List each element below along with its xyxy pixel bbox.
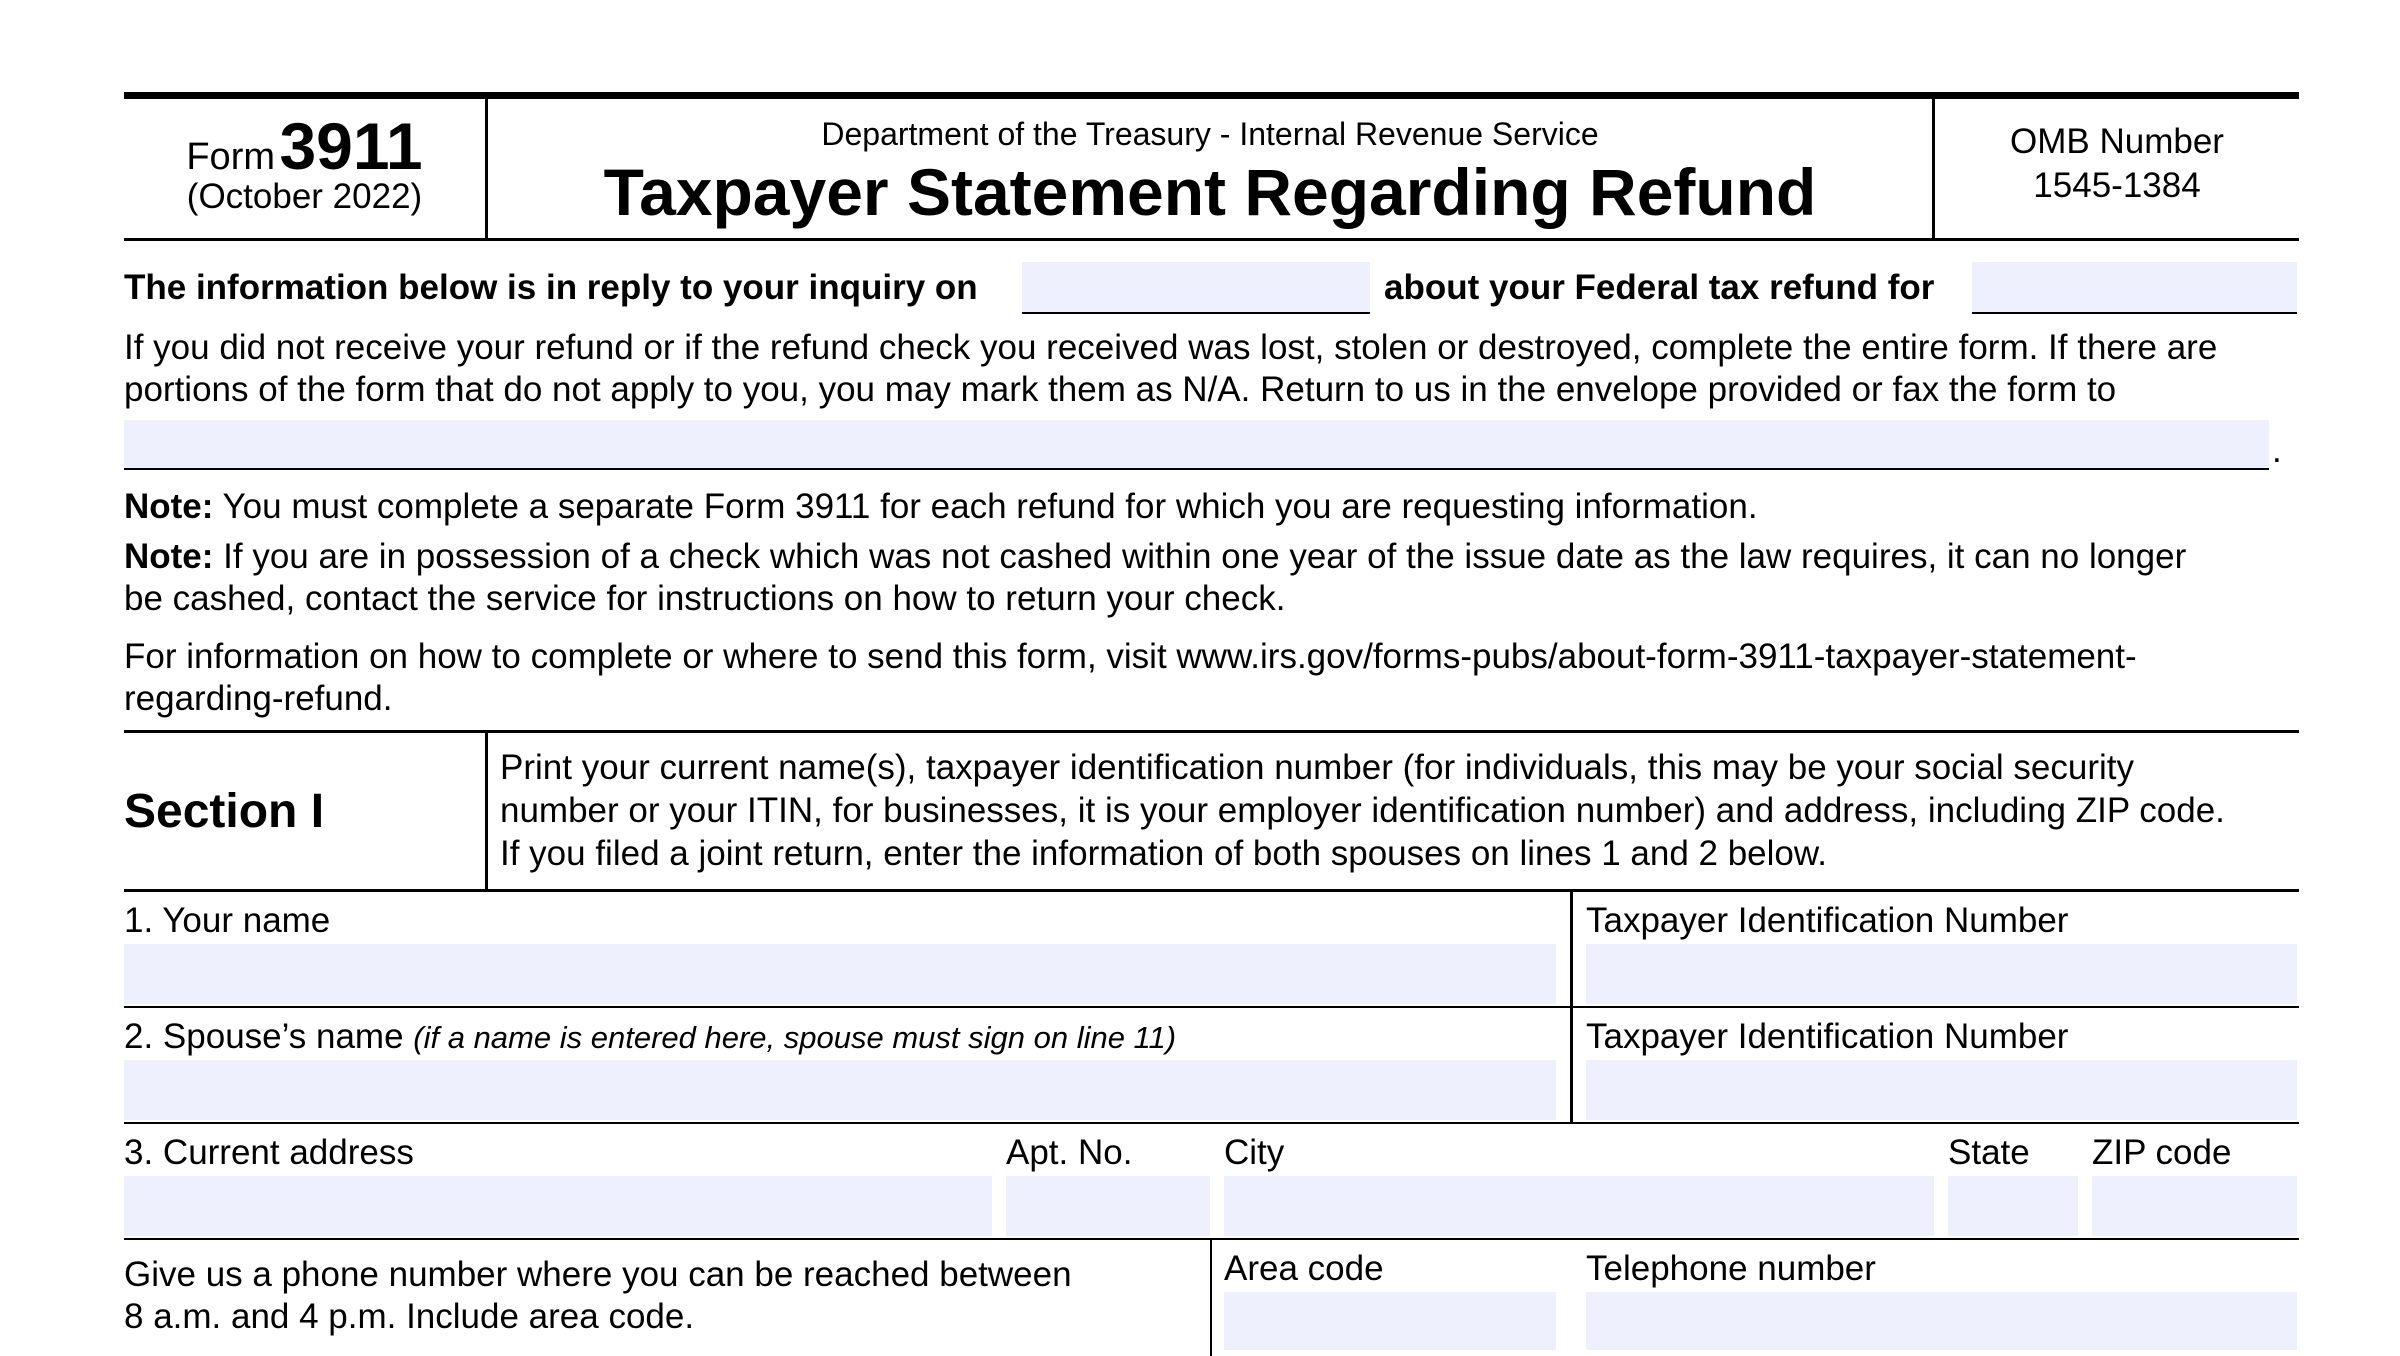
apt-label: Apt. No. (1006, 1133, 1133, 1172)
fax-period: . (2272, 431, 2282, 470)
omb-number: 1545-1384 (2033, 166, 2201, 205)
section-1-title: Section I (124, 785, 325, 838)
city-label: City (1224, 1133, 1285, 1172)
section-1-top-rule (124, 730, 2299, 733)
form-number: 3911 (279, 109, 423, 183)
inquiry-prefix: The information below is in reply to your inquiry on (124, 268, 978, 307)
spouse-name-label-group (124, 1016, 1176, 1059)
row-2-rule (124, 1122, 2299, 1124)
department-line: Department of the Treasury - Internal Revenue Service (821, 116, 1599, 152)
form-word: Form (186, 136, 275, 178)
info-line-2: regarding-refund. (124, 679, 393, 718)
intro-paragraph-line-1: If you did not receive your refund or if the refund check you received was lost, stolen or destroyed, complete the entire form. If there are (124, 328, 2218, 367)
refund-prefix: about your Federal tax refund for (1384, 268, 1935, 307)
apt-input[interactable] (1006, 1176, 1210, 1236)
note-1-text: You must complete a separate Form 3911 for each refund for which you are requesting information. (222, 487, 1758, 526)
section-1-desc-line-1: Print your current name(s), taxpayer identification number (for individuals, this may be your social security (500, 748, 2135, 787)
state-label: State (1948, 1133, 2030, 1172)
phone-instructions-line-2: 8 a.m. and 4 p.m. Include area code. (124, 1297, 695, 1336)
spouse-name-note: (if a name is entered here, spouse must sign on line 11) (413, 1020, 1177, 1055)
note-1 (124, 486, 1758, 528)
telephone-input[interactable] (1586, 1292, 2297, 1350)
address-input[interactable] (124, 1176, 992, 1236)
section-1-bottom-rule (124, 889, 2299, 892)
area-code-input[interactable] (1224, 1292, 1556, 1350)
zip-label: ZIP code (2092, 1133, 2232, 1172)
spouse-name-label: 2. Spouse’s name (124, 1017, 404, 1056)
address-label: 3. Current address (124, 1133, 414, 1172)
form-id (124, 108, 485, 184)
tin-1-input[interactable] (1586, 944, 2297, 1004)
row-1-rule (124, 1006, 2299, 1008)
area-code-label: Area code (1224, 1249, 1384, 1288)
refund-year-field[interactable] (1972, 262, 2297, 314)
your-name-input[interactable] (124, 944, 1556, 1004)
spouse-name-input[interactable] (124, 1060, 1556, 1120)
intro-paragraph-line-2: portions of the form that do not apply to you, you may mark them as N/A. Return to us in the envelope provided or fax the form to (124, 370, 2117, 409)
inquiry-date-field[interactable] (1022, 262, 1370, 314)
page-title: Taxpayer Statement Regarding Refund (603, 155, 1817, 229)
note-2-text: If you are in possession of a check which was not cashed within one year of the issue date as the law requires, it can no longer (223, 537, 2187, 576)
note-2-label: Note: (124, 537, 214, 576)
section-1-divider (485, 733, 488, 891)
your-name-label: 1. Your name (124, 901, 331, 940)
phone-instructions-line-1: Give us a phone number where you can be reached between (124, 1255, 1072, 1294)
fax-number-field[interactable] (124, 420, 2269, 470)
section-1-desc-line-3: If you filed a joint return, enter the information of both spouses on lines 1 and 2 below. (500, 834, 1827, 873)
zip-input[interactable] (2092, 1176, 2297, 1236)
omb-label: OMB Number (2010, 122, 2224, 161)
tin-1-label: Taxpayer Identification Number (1586, 901, 2069, 940)
note-2-line-2: be cashed, contact the service for instructions on how to return your check. (124, 579, 1286, 618)
header-bottom-rule (124, 238, 2299, 241)
note-2-line-1 (124, 536, 2186, 578)
header-top-rule (124, 92, 2299, 99)
row-4-divider (1210, 1240, 1212, 1356)
tin-2-input[interactable] (1586, 1060, 2297, 1120)
note-1-label: Note: (124, 487, 214, 526)
state-input[interactable] (1948, 1176, 2078, 1236)
form-revision: (October 2022) (186, 177, 423, 216)
telephone-label: Telephone number (1586, 1249, 1876, 1288)
city-input[interactable] (1224, 1176, 1934, 1236)
info-line-1: For information on how to complete or where to send this form, visit www.irs.gov/forms-pubs/about-form-3911-taxpayer-statement- (124, 637, 2137, 676)
section-1-desc-line-2: number or your ITIN, for businesses, it is your employer identification number) and address, including ZIP code. (500, 791, 2225, 830)
tin-2-label: Taxpayer Identification Number (1586, 1017, 2069, 1056)
